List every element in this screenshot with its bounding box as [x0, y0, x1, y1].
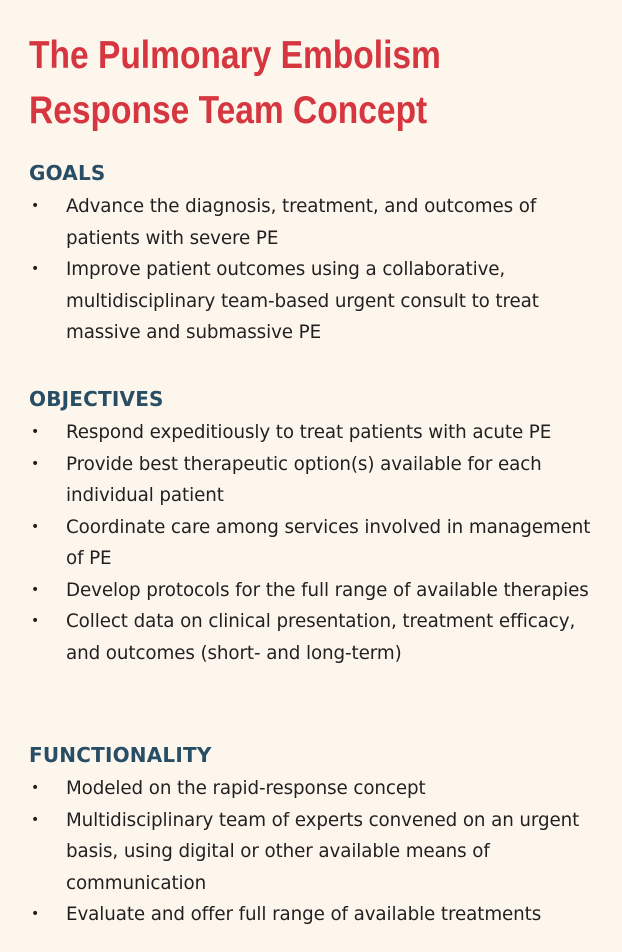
page-title	[29, 28, 441, 138]
list-item	[29, 805, 609, 900]
list-item-text: Develop protocols for the full range of available therapies	[66, 579, 589, 601]
bullet-icon: •	[31, 261, 40, 277]
list-item	[29, 512, 609, 575]
list-item	[29, 606, 609, 669]
list-item-text: Coordinate care among services involved in management of PE	[66, 516, 591, 569]
list-item	[29, 254, 609, 349]
functionality-section	[29, 743, 609, 931]
list-item	[29, 417, 609, 449]
bullet-icon: •	[31, 581, 40, 598]
title-line-1: The Pulmonary Embolism	[29, 34, 441, 77]
list-item-text: Respond expeditiously to treat patients with acute PE	[66, 422, 552, 443]
list-item	[29, 575, 609, 607]
functionality-heading: FUNCTIONALITY	[29, 743, 212, 767]
goals-list	[29, 191, 609, 349]
goals-heading: GOALS	[29, 161, 106, 185]
bullet-icon: •	[31, 518, 40, 535]
list-item-text: Modeled on the rapid-response concept	[66, 778, 426, 799]
list-item-text: Collect data on clinical presentation, treatment efficacy, and outcomes (short- and long-term)	[66, 611, 576, 664]
bullet-icon: •	[31, 455, 40, 472]
list-item	[29, 899, 609, 931]
objectives-list	[29, 417, 609, 669]
bullet-icon: •	[31, 424, 40, 440]
list-item-text: Improve patient outcomes using a collaborative, multidisciplinary team-based urgent consult to treat massive and submassive PE	[66, 259, 539, 343]
list-item-text: Provide best therapeutic option(s) available for each individual patient	[66, 453, 542, 506]
bullet-icon: •	[31, 613, 40, 629]
functionality-list	[29, 773, 609, 931]
list-item-text: Multidisciplinary team of experts convened on an urgent basis, using digital or other available means of communication	[66, 809, 580, 894]
objectives-section	[29, 387, 609, 669]
list-item	[29, 449, 609, 512]
list-item-text: Evaluate and offer full range of available treatments	[66, 904, 542, 925]
objectives-heading: OBJECTIVES	[29, 387, 164, 411]
bullet-icon: •	[31, 780, 40, 796]
list-item	[29, 773, 609, 805]
bullet-icon: •	[31, 811, 40, 828]
title-line-2: Response Team Concept	[29, 89, 428, 132]
list-item	[29, 191, 609, 254]
list-item-text: Advance the diagnosis, treatment, and outcomes of patients with severe PE	[66, 196, 537, 249]
bullet-icon: •	[31, 198, 40, 214]
goals-section	[29, 161, 609, 349]
bullet-icon: •	[31, 906, 40, 922]
